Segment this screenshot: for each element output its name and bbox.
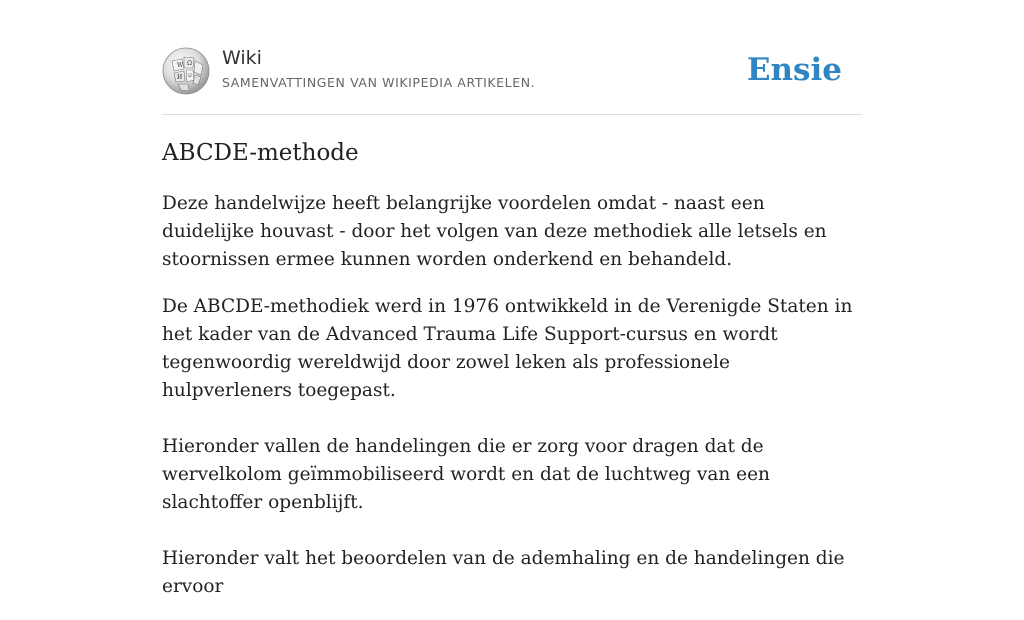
article-paragraph: Hieronder vallen de handelingen die er zorg voor dragen dat de wervelkolom geïmmobiliseerd wordt en dat de luchtweg van een slachtoffer openblijft. xyxy=(162,436,770,513)
wikipedia-globe-icon[interactable] xyxy=(162,47,210,95)
article-paragraph: Deze handelwijze heeft belangrijke voordelen omdat - naast een duidelijke houvast - door het volgen van deze methodiek alle letsels en stoornissen ermee kunnen worden onderkend en behandeld. xyxy=(162,193,827,270)
svg-text:Ω: Ω xyxy=(187,60,192,67)
article-paragraph: De ABCDE-methodiek werd in 1976 ontwikkeld in de Verenigde Staten in het kader van de Advanced Trauma Life Support-cursus en wordt tegenwoordig wereldwijd door zowel leken als professionele hulpverleners toegepast. xyxy=(162,296,853,401)
svg-text:И: И xyxy=(177,74,183,81)
article-title: ABCDE-methode xyxy=(162,140,359,166)
site-name[interactable]: Wiki xyxy=(222,47,262,69)
site-tagline: SAMENVATTINGEN VAN WIKIPEDIA ARTIKELEN. xyxy=(222,75,536,90)
site-header xyxy=(162,44,862,115)
ensie-logo[interactable]: Ensie xyxy=(746,52,842,88)
svg-text:W: W xyxy=(177,62,184,69)
article-paragraph: Hieronder valt het beoordelen van de ademhaling en de handelingen die ervoor xyxy=(162,548,845,597)
article-body xyxy=(162,190,862,620)
svg-text:ש: ש xyxy=(188,72,193,79)
